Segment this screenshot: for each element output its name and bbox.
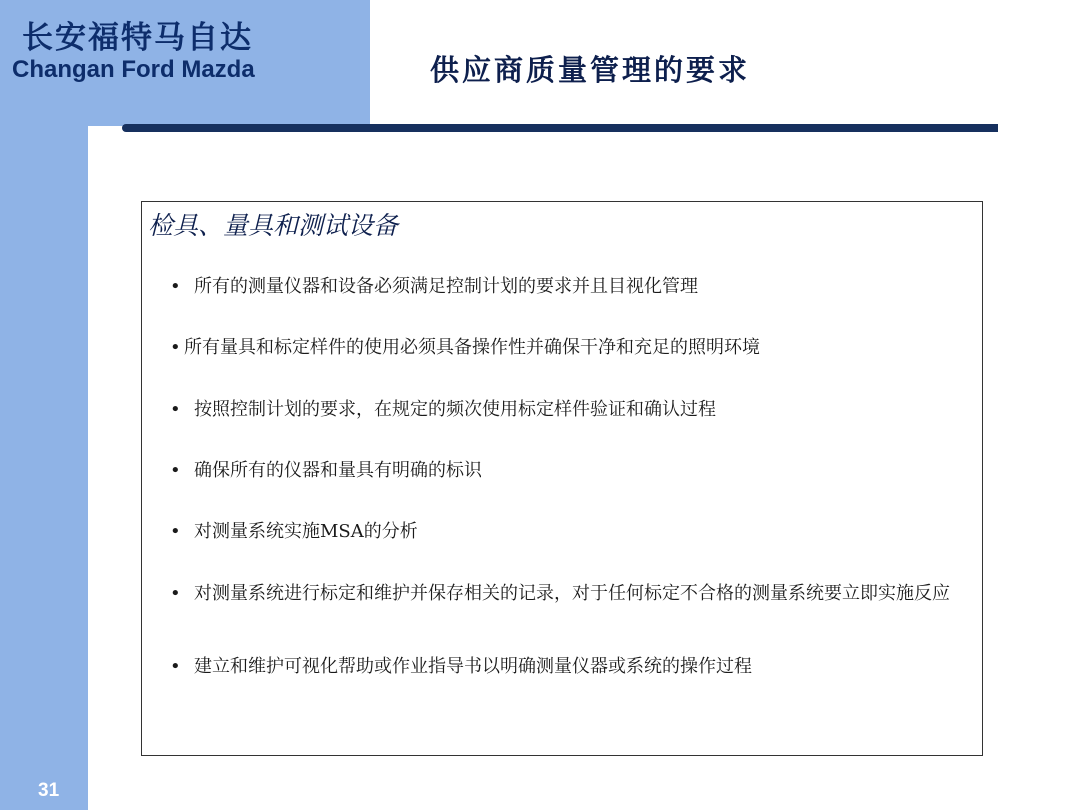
slide-title: 供应商质量管理的要求 (430, 53, 751, 87)
bullet-marker: • (170, 460, 181, 481)
page-number: 31 (38, 780, 60, 801)
bullet-text: 按照控制计划的要求，在规定的频次使用标定样件验证和确认过程 (194, 399, 716, 420)
bullet-item (170, 333, 964, 362)
bullet-marker: • (170, 656, 181, 677)
logo-block (0, 0, 370, 126)
bullet-item (170, 272, 964, 301)
bullet-marker: • (170, 583, 181, 604)
bullet-marker: • (170, 276, 181, 297)
bullet-item (170, 456, 964, 485)
title-divider (122, 124, 998, 132)
bullet-text: 确保所有的仪器和量具有明确的标识 (194, 460, 482, 481)
content-box (141, 201, 983, 756)
bullet-item (170, 652, 964, 681)
bullet-item (170, 395, 964, 424)
bullet-text: 对测量系统实施MSA的分析 (194, 521, 418, 542)
bullet-text: 对测量系统进行标定和维护并保存相关的记录，对于任何标定不合格的测量系统要立即实施反应 (194, 583, 950, 604)
section-heading: 检具、量具和测试设备 (148, 211, 399, 240)
bullet-text: 建立和维护可视化帮助或作业指导书以明确测量仪器或系统的操作过程 (194, 656, 752, 677)
bullet-marker: • (170, 337, 181, 358)
bullet-text: 所有的测量仪器和设备必须满足控制计划的要求并且目视化管理 (194, 276, 698, 297)
bullet-item (170, 517, 964, 546)
logo-chinese: 长安福特马自达 (22, 20, 253, 56)
bullet-marker: • (170, 399, 181, 420)
bullet-item (170, 579, 964, 608)
bullet-marker: • (170, 521, 181, 542)
logo-english: Changan Ford Mazda (12, 56, 255, 83)
bullet-text: 所有量具和标定样件的使用必须具备操作性并确保干净和充足的照明环境 (184, 337, 760, 358)
